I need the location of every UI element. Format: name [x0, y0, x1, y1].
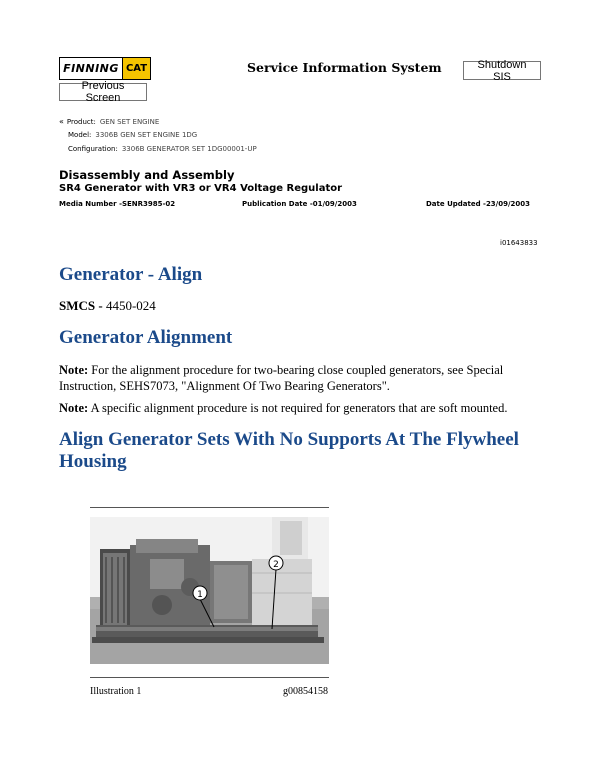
configuration-label: Configuration:	[68, 145, 118, 153]
system-title: Service Information System	[247, 60, 442, 75]
previous-screen-button[interactable]: Previous Screen	[59, 83, 147, 101]
smcs-line	[59, 298, 156, 314]
model-line	[68, 131, 197, 139]
callout-1: 1	[197, 590, 203, 600]
smcs-value: 4450-024	[105, 298, 156, 313]
product-value: GEN SET ENGINE	[99, 118, 160, 126]
configuration-line	[68, 145, 257, 153]
model-value: 3306B GEN SET ENGINE 1DG	[95, 131, 198, 139]
logo-badge: CAT	[122, 58, 150, 79]
note-text: A specific alignment procedure is not required for generators that are soft mounted.	[90, 401, 508, 415]
page-title: Generator - Align	[59, 264, 203, 285]
smcs-label: SMCS -	[59, 298, 103, 313]
note-soft-mounted	[59, 400, 559, 416]
product-line	[59, 117, 159, 126]
shutdown-sis-button[interactable]: Shutdown SIS	[463, 61, 541, 80]
figure-caption: Illustration 1	[90, 686, 142, 697]
figure-id: g00854158	[283, 686, 328, 697]
model-label: Model:	[68, 131, 92, 139]
subject-heading: SR4 Generator with VR3 or VR4 Voltage Regulator	[59, 183, 343, 194]
generator-set-illustration	[90, 517, 329, 664]
align-sets-heading: Align Generator Sets With No Supports At The Flywheel Housing	[59, 429, 519, 472]
publication-date: Publication Date -01/09/2003	[242, 200, 357, 208]
finning-cat-logo	[59, 57, 151, 80]
note-two-bearing	[59, 362, 559, 394]
note-label: Note:	[59, 363, 89, 377]
date-updated: Date Updated -23/09/2003	[426, 200, 531, 208]
note-label: Note:	[59, 401, 89, 415]
product-label: Product:	[66, 118, 96, 126]
note-text: For the alignment procedure for two-bearing close coupled generators, see Special Instruction, SEHS7073, "Alignment Of Two Bearing Generators".	[59, 363, 504, 393]
figure-divider	[90, 677, 329, 678]
document-id: i01643833	[500, 239, 538, 247]
logo-text: FINNING	[60, 58, 122, 79]
alignment-heading: Generator Alignment	[59, 327, 233, 348]
chevron-left-icon[interactable]: «	[59, 117, 64, 126]
configuration-value: 3306B GENERATOR SET 1DG00001-UP	[121, 145, 257, 153]
figure-divider	[90, 507, 329, 508]
section-heading: Disassembly and Assembly	[59, 168, 235, 182]
media-number: Media Number -SENR3985-02	[59, 200, 176, 208]
callout-2: 2	[273, 560, 279, 570]
